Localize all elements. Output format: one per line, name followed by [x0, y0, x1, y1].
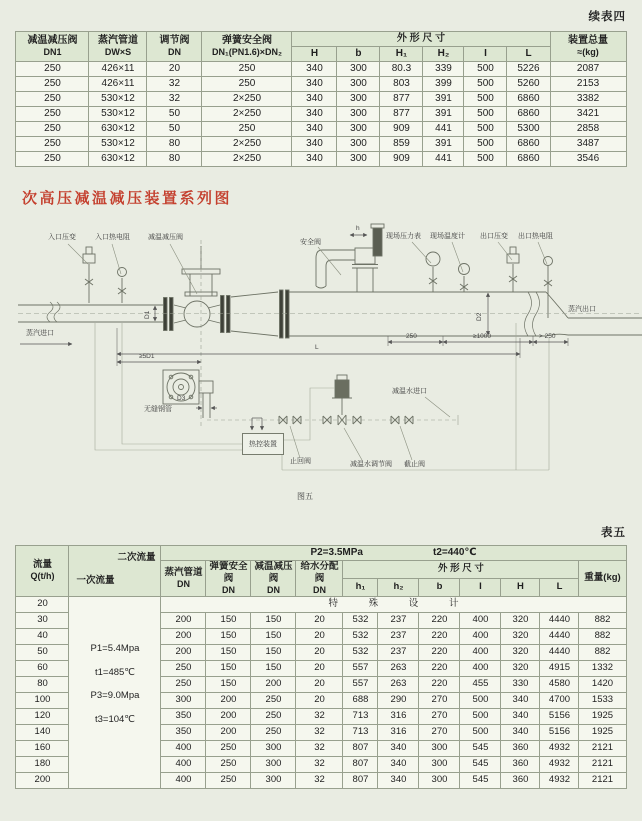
cell: 300: [419, 772, 460, 788]
cell: 250: [16, 107, 89, 122]
table5-label: 表五: [601, 527, 626, 539]
header-outline-dims: 外 形 尺 寸: [292, 32, 550, 47]
cell: 340: [501, 708, 540, 724]
cell: 340: [292, 107, 337, 122]
cell: 2×250: [202, 152, 292, 167]
steam-outlet-label: 蒸汽出口: [568, 306, 596, 313]
cell: 441: [423, 152, 464, 167]
conditions-cell: [69, 596, 161, 788]
cell: 350: [161, 724, 206, 740]
cell: 500: [460, 724, 501, 740]
cell: 400: [460, 644, 501, 660]
cell: 807: [343, 740, 378, 756]
cell: 237: [378, 628, 419, 644]
cell: 400: [161, 756, 206, 772]
header-h1: h₁: [343, 578, 378, 596]
cell: 263: [378, 660, 419, 676]
flow-cell: 140: [16, 724, 69, 740]
cell: 250: [16, 122, 89, 137]
cell: 882: [579, 644, 626, 660]
cell: 250: [202, 77, 292, 92]
steam-inlet-label: 蒸汽进口: [26, 330, 54, 337]
condition-line: P1=5.4Mpa: [90, 643, 140, 655]
cell: 391: [423, 107, 464, 122]
cell: 32: [296, 756, 343, 772]
condition-line: P3=9.0Mpa: [90, 690, 140, 702]
cell: 300: [251, 772, 296, 788]
water-inlet-label: 减温水进口: [392, 388, 427, 395]
cell: 877: [380, 107, 423, 122]
cell: 340: [378, 772, 419, 788]
continued-table-label: 续表四: [588, 11, 626, 23]
cell: 250: [16, 62, 89, 77]
cell: 330: [501, 676, 540, 692]
cell: 340: [501, 692, 540, 708]
cell: 270: [419, 724, 460, 740]
cell: 220: [419, 628, 460, 644]
cell: 803: [380, 77, 423, 92]
cell: 530×12: [89, 107, 147, 122]
cell: 200: [161, 644, 206, 660]
cell: 340: [292, 92, 337, 107]
cell: 5226: [507, 62, 550, 77]
cell: 2153: [550, 77, 626, 92]
header-total-weight: 装置总量 ≈(kg): [550, 32, 626, 62]
dim-L-label: L: [315, 344, 319, 351]
cell: 300: [161, 692, 206, 708]
reducing-valve-label: 减温减压阀: [148, 234, 183, 241]
table-row: [16, 152, 626, 167]
flow-cell: 200: [16, 772, 69, 788]
header-water-valve-dn: 给水分配阀 DN: [296, 561, 343, 597]
cell: 2121: [579, 756, 626, 772]
cell: 250: [251, 708, 296, 724]
safety-valve-label: 安全阀: [300, 239, 321, 246]
cell: 200: [161, 628, 206, 644]
cell: 545: [460, 756, 501, 772]
cell: 500: [460, 708, 501, 724]
cell: 300: [337, 122, 380, 137]
cell: 340: [378, 740, 419, 756]
cell: 545: [460, 772, 501, 788]
cell: 350: [161, 708, 206, 724]
flow-cell: 160: [16, 740, 69, 756]
cell: 270: [419, 692, 460, 708]
header-outline-dims: 外 形 尺 寸: [343, 561, 579, 579]
cell: 290: [378, 692, 419, 708]
cell: 20: [296, 628, 343, 644]
dim-h-label: h: [356, 225, 360, 232]
inlet-rtd-label: 入口热电阻: [95, 234, 130, 241]
cell: 220: [419, 644, 460, 660]
cell: 340: [292, 152, 337, 167]
flow-cell: 120: [16, 708, 69, 724]
cell: 807: [343, 772, 378, 788]
cell: 150: [206, 612, 251, 628]
header-H: H: [501, 578, 540, 596]
cell: 320: [501, 612, 540, 628]
cell: 4580: [540, 676, 579, 692]
cell: 4932: [540, 756, 579, 772]
header-H1: H₁: [380, 47, 423, 62]
cell: 340: [292, 122, 337, 137]
inlet-pressure-label: 入口压变: [48, 234, 76, 241]
cell: 5260: [507, 77, 550, 92]
table4-header-row: [16, 32, 626, 47]
cell: 630×12: [89, 152, 147, 167]
cell: 5156: [540, 724, 579, 740]
cell: 500: [464, 92, 507, 107]
dim-d1-label: D1: [144, 310, 151, 319]
cell: 6860: [507, 92, 550, 107]
cell: 237: [378, 644, 419, 660]
condition-line: t1=485℃: [94, 666, 135, 678]
cell: 500: [464, 137, 507, 152]
cell: 340: [378, 756, 419, 772]
cell: 250: [206, 772, 251, 788]
cell: 441: [423, 122, 464, 137]
cell: 300: [337, 137, 380, 152]
cell: 320: [501, 628, 540, 644]
secondary-flow-label: 二次流量: [117, 552, 156, 563]
cell: 32: [296, 772, 343, 788]
header-regulating-valve: 调节阀 DN: [147, 32, 202, 62]
cell: 200: [161, 612, 206, 628]
header-steam-pipe: 蒸汽管道 DW×S: [89, 32, 147, 62]
piping-diagram: [0, 218, 642, 510]
piping-diagram-lines: [0, 218, 642, 510]
table-row: [16, 92, 626, 107]
p2-value: P2=3.5MPa: [310, 547, 363, 559]
header-steam-pipe-dn: 蒸汽管道 DN: [161, 561, 206, 597]
header-spring-safety-valve: 弹簧安全阀 DN₁(PN1.6)×DN₂: [202, 32, 292, 62]
cell: 713: [343, 708, 378, 724]
special-design-cell: 特 殊 设 计: [161, 596, 626, 612]
cell: 20: [147, 62, 202, 77]
check-valve-label: 止回阀: [290, 458, 311, 465]
header-flow: 流量 Q(t/h): [16, 546, 69, 597]
header-L: L: [540, 578, 579, 596]
cell: 250: [251, 692, 296, 708]
cell: 909: [380, 122, 423, 137]
cell: 320: [501, 660, 540, 676]
cell: 2858: [550, 122, 626, 137]
cell: 500: [460, 692, 501, 708]
cell: 532: [343, 644, 378, 660]
cell: 250: [161, 660, 206, 676]
cell: 532: [343, 612, 378, 628]
cell: 4440: [540, 612, 579, 628]
header-H2: H₂: [423, 47, 464, 62]
cell: 50: [147, 122, 202, 137]
cell: 32: [296, 724, 343, 740]
table-row: [16, 77, 626, 92]
dim-d3-label: D3: [177, 395, 186, 402]
header-flow-diagonal: [69, 546, 161, 597]
table5-header-row1: [16, 546, 626, 561]
site-thermometer-label: 现场温度计: [430, 233, 465, 240]
cell: 150: [251, 644, 296, 660]
cell: 250: [206, 756, 251, 772]
figure-caption: 图五: [297, 492, 313, 501]
cell: 300: [337, 92, 380, 107]
cell: 263: [378, 676, 419, 692]
cell: 391: [423, 92, 464, 107]
cell: 4932: [540, 772, 579, 788]
cell: 859: [380, 137, 423, 152]
cell: 360: [501, 772, 540, 788]
flow-cell: 40: [16, 628, 69, 644]
cell: 300: [337, 62, 380, 77]
cell: 426×11: [89, 62, 147, 77]
cell: 6860: [507, 152, 550, 167]
table-row: [16, 107, 626, 122]
cell: 4440: [540, 644, 579, 660]
cell: 1332: [579, 660, 626, 676]
header-I: I: [464, 47, 507, 62]
cell: 399: [423, 77, 464, 92]
table-row-special: [16, 596, 626, 612]
cell: 2×250: [202, 92, 292, 107]
cell: 300: [419, 740, 460, 756]
cell: 557: [343, 660, 378, 676]
cell: 316: [378, 708, 419, 724]
cell: 250: [202, 122, 292, 137]
cell: 250: [202, 62, 292, 77]
flow-cell: 60: [16, 660, 69, 676]
cell: 32: [147, 92, 202, 107]
cell: 300: [337, 77, 380, 92]
cell: 500: [464, 122, 507, 137]
header-spring-valve-dn: 弹簧安全阀 DN: [206, 561, 251, 597]
cell: 20: [296, 692, 343, 708]
header-reduce-valve-dn: 减温减压阀 DN: [251, 561, 296, 597]
cell: 1925: [579, 724, 626, 740]
cell: 20: [296, 660, 343, 676]
cell: 200: [206, 708, 251, 724]
cell: 150: [206, 676, 251, 692]
cell: 340: [292, 77, 337, 92]
table4: [15, 31, 626, 167]
cell: 300: [337, 152, 380, 167]
cell: 500: [464, 62, 507, 77]
cell: 320: [501, 644, 540, 660]
cell: 80: [147, 152, 202, 167]
outlet-rtd-label: 出口热电阻: [518, 233, 553, 240]
cell: 150: [251, 660, 296, 676]
header-b: b: [419, 578, 460, 596]
cell: 5156: [540, 708, 579, 724]
header-b: b: [337, 47, 380, 62]
cell: 630×12: [89, 122, 147, 137]
cell: 300: [337, 107, 380, 122]
cell: 3487: [550, 137, 626, 152]
cell: 6860: [507, 107, 550, 122]
cell: 713: [343, 724, 378, 740]
cell: 340: [292, 137, 337, 152]
cell: 220: [419, 676, 460, 692]
dim-5d1-label: ≥5D1: [139, 353, 155, 360]
cell: 250: [16, 137, 89, 152]
cell: 250: [206, 740, 251, 756]
cell: 1420: [579, 676, 626, 692]
cell: 2×250: [202, 107, 292, 122]
cell: 316: [378, 724, 419, 740]
table-row: [16, 122, 626, 137]
cell: 150: [206, 660, 251, 676]
cell: 1533: [579, 692, 626, 708]
cell: 20: [296, 676, 343, 692]
dim-1000-label: ≥1000: [473, 333, 492, 340]
primary-flow-label: 一次流量: [76, 574, 115, 586]
cell: 530×12: [89, 92, 147, 107]
cell: 807: [343, 756, 378, 772]
cell: 400: [460, 628, 501, 644]
cell: 339: [423, 62, 464, 77]
table-row: [16, 137, 626, 152]
cell: 500: [464, 77, 507, 92]
cell: 150: [251, 612, 296, 628]
cell: 150: [206, 644, 251, 660]
cell: 80: [147, 137, 202, 152]
cell: 530×12: [89, 137, 147, 152]
cell: 877: [380, 92, 423, 107]
dim-d2-label: D2: [476, 312, 483, 321]
cell: 20: [296, 612, 343, 628]
cell: 2121: [579, 740, 626, 756]
cell: 400: [460, 660, 501, 676]
cell: 250: [161, 676, 206, 692]
header-conditions: [161, 546, 626, 561]
cell: 5300: [507, 122, 550, 137]
cell: 557: [343, 676, 378, 692]
cell: 250: [16, 152, 89, 167]
cell: 4915: [540, 660, 579, 676]
cell: 688: [343, 692, 378, 708]
flow-cell: 180: [16, 756, 69, 772]
cell: 500: [464, 152, 507, 167]
cell: 4700: [540, 692, 579, 708]
cell: 3421: [550, 107, 626, 122]
header-reducing-valve: 减温减压阀 DN1: [16, 32, 89, 62]
cell: 4440: [540, 628, 579, 644]
cell: 1925: [579, 708, 626, 724]
cell: 32: [147, 77, 202, 92]
flow-cell: 50: [16, 644, 69, 660]
cell: 2087: [550, 62, 626, 77]
cell: 340: [292, 62, 337, 77]
flow-cell: 100: [16, 692, 69, 708]
t2-value: t2=440℃: [433, 547, 477, 559]
site-gauge-label: 现场压力表: [386, 233, 421, 240]
cell: 270: [419, 708, 460, 724]
condition-line: t3=104℃: [94, 713, 135, 725]
cell: 500: [464, 107, 507, 122]
cell: 882: [579, 612, 626, 628]
cell: 300: [251, 756, 296, 772]
cell: 532: [343, 628, 378, 644]
flow-cell: 80: [16, 676, 69, 692]
cell: 80.3: [380, 62, 423, 77]
header-H: H: [292, 47, 337, 62]
header-L: L: [507, 47, 550, 62]
dim-250-label: 250: [406, 333, 417, 340]
cell: 200: [206, 724, 251, 740]
cell: 50: [147, 107, 202, 122]
flow-cell: 30: [16, 612, 69, 628]
cell: 32: [296, 740, 343, 756]
cell: 32: [296, 708, 343, 724]
cell: 200: [206, 692, 251, 708]
page-title: 次高压减温减压装置系列图: [22, 190, 233, 207]
cell: 200: [251, 676, 296, 692]
cell: 6860: [507, 137, 550, 152]
cell: 455: [460, 676, 501, 692]
cell: 250: [251, 724, 296, 740]
cell: 2121: [579, 772, 626, 788]
thermal-control-box: [242, 433, 284, 455]
cell: 400: [161, 772, 206, 788]
cell: 237: [378, 612, 419, 628]
cell: 220: [419, 660, 460, 676]
header-h2: h₂: [378, 578, 419, 596]
cell: 545: [460, 740, 501, 756]
cell: 3546: [550, 152, 626, 167]
cell: 4932: [540, 740, 579, 756]
dim-gt250-label: > 250: [539, 333, 556, 340]
cell: 2×250: [202, 137, 292, 152]
cell: 150: [206, 628, 251, 644]
header-weight: 重量(kg): [579, 561, 626, 597]
cell: 250: [16, 77, 89, 92]
water-regulating-valve-label: 减温水调节阀: [350, 461, 392, 468]
cell: 3382: [550, 92, 626, 107]
cell: 20: [296, 644, 343, 660]
cell: 250: [16, 92, 89, 107]
cell: 391: [423, 137, 464, 152]
outlet-pressure-label: 出口压变: [480, 233, 508, 240]
header-I: I: [460, 578, 501, 596]
cell: 400: [161, 740, 206, 756]
seamless-pipe-label: 无缝钢管: [144, 406, 172, 413]
cell: 400: [460, 612, 501, 628]
thermal-control-label: 热控装置: [249, 441, 277, 448]
table5: [15, 545, 626, 789]
cell: 220: [419, 612, 460, 628]
stop-valve-label: 截止阀: [404, 461, 425, 468]
cell: 360: [501, 740, 540, 756]
cell: 150: [251, 628, 296, 644]
table-row: [16, 62, 626, 77]
cell: 909: [380, 152, 423, 167]
cell: 340: [501, 724, 540, 740]
cell: 300: [419, 756, 460, 772]
cell: 360: [501, 756, 540, 772]
cell: 426×11: [89, 77, 147, 92]
cell: 300: [251, 740, 296, 756]
cell: 882: [579, 628, 626, 644]
flow-cell: 20: [16, 596, 69, 612]
